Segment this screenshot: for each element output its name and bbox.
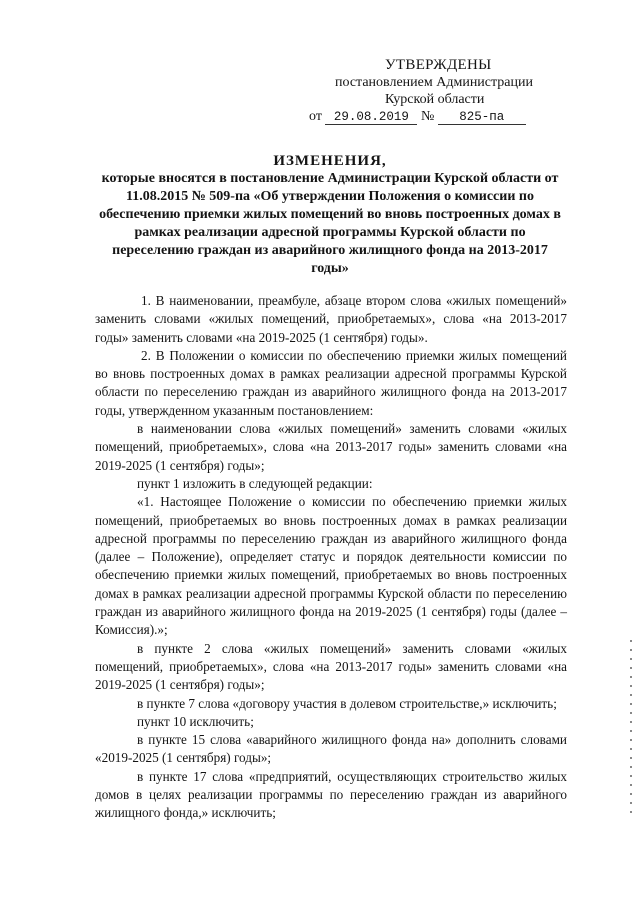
paragraph-6: в пункте 2 слова «жилых помещений» заменить словами «жилых помещений, приобретаемых», слова «на 2013-2017 годы» заменить словами «на 2019-2025 (1 сентября) годы»;	[95, 640, 567, 693]
paragraph-7: в пункте 7 слова «договору участия в долевом строительстве,» исключить;	[137, 695, 557, 711]
approval-date: 29.08.2019	[325, 110, 417, 125]
approval-issuer: постановлением Администрации	[335, 75, 533, 90]
title-subtitle: которые вносятся в постановление Администрации Курской области от 11.08.2015 № 509-па «Об утверждении Положения о комиссии по обеспечению приемки жилых помещений во вновь построенных домах в рамках реализации адресной программы Курской области по переселению граждан из аварийного жилищного фонда на 2013-2017 годы»	[99, 171, 561, 276]
approval-region: Курской области	[385, 92, 485, 107]
approval-date-number-line	[300, 108, 570, 125]
title-heading: ИЗМЕНЕНИЯ,	[273, 153, 387, 169]
document-body	[95, 292, 567, 823]
approval-block	[300, 57, 570, 125]
approval-heading: УТВЕРЖДЕНЫ	[385, 57, 492, 73]
paragraph-9: в пункте 15 слова «аварийного жилищного фонда на» дополнить словами «2019-2025 (1 сентября) годы»;	[95, 732, 567, 766]
paragraph-2: 2. В Положении о комиссии по обеспечению приемки жилых помещений во вновь построенных домах в рамках реализации адресной программы Курской области по переселению граждан из аварийного жилищного фонда на 2013-2017 годы, утвержденном указанным постановлением:	[95, 347, 567, 418]
paragraph-10: в пункте 17 слова «предприятий, осуществляющих строительство жилых домов в целях реализации программы по переселению граждан из аварийного жилищного фонда,» исключить;	[95, 768, 567, 821]
scan-margin-marks	[630, 640, 633, 840]
approval-number: 825-па	[438, 110, 526, 125]
document-title	[95, 152, 565, 278]
number-label: №	[420, 109, 435, 124]
paragraph-5: «1. Настоящее Положение о комиссии по обеспечению приемки жилых помещений, приобретаемых во вновь построенных домах в рамках реализации адресной программы по переселению граждан из аварийного жилищного фонда (далее – Положение), определяет статус и порядок деятельности комиссии по обеспечению приемки жилых помещений, приобретаемых во вновь построенных домах в рамках реализации адресной программы Курской области по переселению граждан из аварийного жилищного фонда на 2019-2025 (1 сентября) годы (далее – Комиссия).»;	[95, 494, 567, 638]
paragraph-4: пункт 1 изложить в следующей редакции:	[137, 475, 373, 491]
paragraph-1: 1. В наименовании, преамбуле, абзаце втором слова «жилых помещений» заменить словами «жилых помещений, приобретаемых», слова «на 2013-2017 годы» заменить словами «на 2019-2025 (1 сентября) годы».	[95, 293, 567, 345]
paragraph-3: в наименовании слова «жилых помещений» заменить словами «жилых помещений, приобретаемых», слова «на 2013-2017 годы» заменить словами «на 2019-2025 (1 сентября) годы»;	[95, 421, 567, 473]
paragraph-8: пункт 10 исключить;	[137, 713, 254, 729]
from-label: от	[309, 109, 322, 124]
